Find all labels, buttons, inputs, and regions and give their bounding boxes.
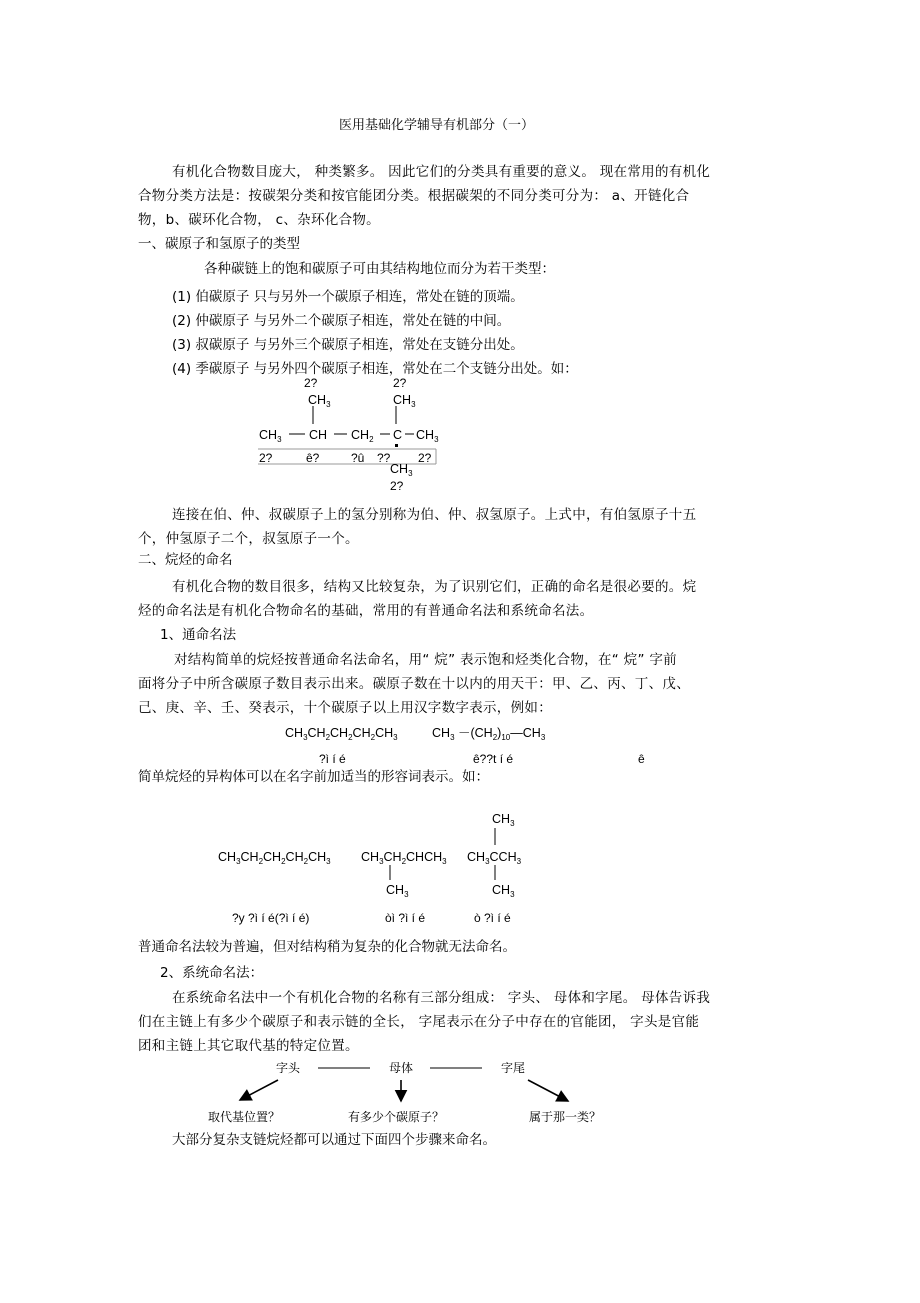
- neopentane-top-methyl: $CH_3$: [492, 812, 515, 828]
- carbon-label: ê?: [306, 451, 320, 465]
- head-arrow: [240, 1080, 278, 1100]
- carbon-label: 2?: [304, 376, 318, 390]
- suffix-question: 属于那一类？: [529, 1110, 602, 1124]
- carbon-type-item: (1) 伯碳原子 只与另外一个碳原子相连，常处在链的顶端。: [172, 289, 524, 305]
- isopentane-methyl: $CH_3$: [386, 883, 409, 899]
- methyl-group: $CH_3$: [259, 428, 282, 444]
- prefix-label: 字头: [276, 1061, 301, 1075]
- methyl-group: $CH_3$: [393, 393, 416, 409]
- systematic-naming-line: 团和主链上其它取代基的特定位置。: [138, 1038, 359, 1054]
- methyl-group: $CH_3$: [390, 462, 413, 478]
- isomer-name-label: òì ?ì í é: [385, 911, 426, 925]
- parent-label: 母体: [389, 1061, 414, 1075]
- quaternary-carbon: C: [393, 428, 403, 442]
- section2-heading: 二、烷烃的命名: [138, 552, 233, 568]
- carbon-type-item: (3) 叔碳原子 与另外三个碳原子相连，常处在支链分出处。: [172, 337, 524, 353]
- section2-intro-line: 有机化合物的数目很多，结构又比较复杂，为了识别它们，正确的命名是很必要的。烷: [172, 579, 697, 595]
- methine-group: CH: [309, 428, 328, 442]
- intro-line-1: 有机化合物数目庞大， 种类繁多。 因此它们的分类具有重要的意义。 现在常用的有机化: [172, 164, 711, 180]
- neopentane-bottom-methyl: $CH_3$: [492, 883, 515, 899]
- common-naming-line: 对结构简单的烷烃按普通命名法命名，用“ 烷” 表示饱和烃类化合物，在“ 烷” 字前: [174, 652, 677, 668]
- carbon-type-item: (2) 仲碳原子 与另外二个碳原子相连，常处在链的中间。: [172, 313, 511, 329]
- formula-name-label: ê: [638, 752, 645, 766]
- systematic-naming-line: 们在主链上有多少个碳原子和表示链的全长， 字尾表示在分子中存在的官能团， 字头是官能: [138, 1014, 700, 1030]
- carbon-type-item: (4) 季碳原子 与另外四个碳原子相连，常处在二个支链分出处。如：: [172, 361, 578, 377]
- subsection2-heading: 2、系统命名法：: [160, 965, 264, 981]
- common-naming-conclusion: 普通命名法较为普遍，但对结构稍为复杂的化合物就无法命名。: [138, 939, 516, 955]
- parent-question: 有多少个碳原子？: [348, 1110, 445, 1124]
- methyl-group: $CH_3$: [308, 393, 331, 409]
- section1-lead: 各种碳链上的饱和碳原子可由其结构地位而分为若干类型：: [204, 261, 555, 277]
- common-naming-line: 面将分子中所含碳原子数目表示出来。碳原子数在十以内的用天干：甲、乙、丙、丁、戊、: [138, 676, 690, 692]
- prefix-question: 取代基位置？: [208, 1110, 281, 1124]
- systematic-naming-line: 在系统命名法中一个有机化合物的名称有三部分组成： 字头、 母体和字尾。 母体告诉我: [172, 990, 711, 1006]
- page-title: 医用基础化学辅导有机部分（一）: [339, 118, 535, 133]
- section2-intro-line: 烃的命名法是有机化合物命名的基础，常用的有普通命名法和系统命名法。: [138, 603, 594, 619]
- carbon-label: 2?: [418, 451, 432, 465]
- carbon-label: ?û: [351, 451, 365, 465]
- subsection1-heading: 1、通命名法: [160, 627, 237, 643]
- dodecane-formula: $CH_3$ $-(CH_2)_{10}—CH_3$: [432, 726, 546, 742]
- n-pentane-formula: $CH_3CH_2CH_2CH_2CH_3$: [218, 850, 331, 866]
- formula-name-label: ?ì í é: [319, 752, 346, 766]
- carbon-label: 2?: [259, 451, 273, 465]
- section1-heading: 一、碳原子和氢原子的类型: [138, 236, 300, 252]
- carbon-label: 2?: [393, 376, 407, 390]
- carbon-label: ??: [377, 451, 391, 465]
- tail-arrow: [528, 1080, 568, 1101]
- neopentane-formula: $CH_3CCH_3$: [467, 850, 522, 866]
- isomer-intro: 简单烷烃的异构体可以在名字前加适当的形容词表示。如：: [138, 769, 489, 785]
- intro-line-2: 合物分类方法是：按碳架分类和按官能团分类。根据碳架的不同分类可分为： a、开链化合: [138, 188, 690, 204]
- isomer-name-label: ò ?ì í é: [474, 911, 511, 925]
- pentane-formula: $CH_3CH_2CH_2CH_2CH_3$: [285, 726, 398, 742]
- methyl-group: $CH_3$: [416, 428, 439, 444]
- isomer-name-label: ?y ?ì í é(?ì í é): [232, 911, 310, 925]
- intro-line-3: 物，b、碳环化合物， c、杂环化合物。: [138, 212, 380, 228]
- methylene-group: $CH_2$: [351, 428, 374, 444]
- closing-line: 大部分复杂支链烷烃都可以通过下面四个步骤来命名。: [172, 1132, 496, 1148]
- hydrogen-line: 个，仲氢原子二个，叔氢原子一个。: [138, 531, 359, 547]
- formula-name-label: ê??t í é: [473, 752, 514, 766]
- hydrogen-line: 连接在伯、仲、叔碳原子上的氢分别称为伯、仲、叔氢原子。上式中，有伯氢原子十五: [172, 507, 697, 523]
- suffix-label: 字尾: [501, 1061, 526, 1075]
- carbon-label: 2?: [390, 479, 404, 493]
- isopentane-formula: $CH_3CH_2CHCH_3$: [361, 850, 447, 866]
- common-naming-line: 己、庚、辛、壬、癸表示，十个碳原子以上用汉字数字表示，例如：: [138, 700, 552, 716]
